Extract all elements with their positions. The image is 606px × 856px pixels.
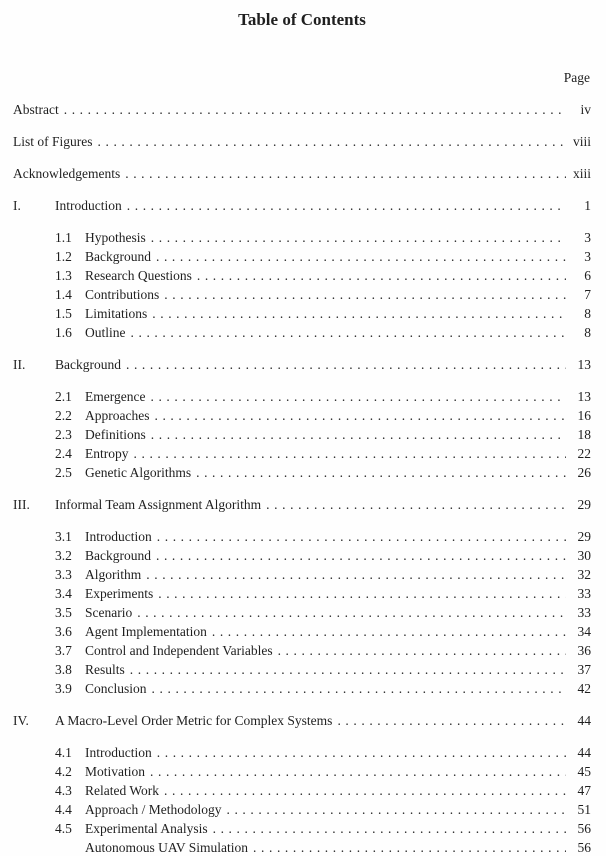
front-matter-label: Abstract <box>13 102 59 117</box>
section-entry <box>13 546 591 565</box>
chapter-entry <box>13 355 591 374</box>
section-page-number: 45 <box>577 764 591 779</box>
section-entry <box>13 323 591 342</box>
section-number: 3.9 <box>55 681 72 696</box>
section-entry <box>13 800 591 819</box>
dot-leader <box>134 444 567 463</box>
section-number: 4.5 <box>55 821 72 836</box>
dot-leader <box>150 387 566 406</box>
front-matter-page-number: iv <box>580 102 591 117</box>
section-number: 2.3 <box>55 427 72 442</box>
section-label: Entropy <box>85 446 129 461</box>
section-entry <box>13 603 591 622</box>
section-entry <box>13 565 591 584</box>
section-label: Emergence <box>85 389 146 404</box>
section-entry <box>13 247 591 266</box>
dot-leader <box>151 425 566 444</box>
dot-leader <box>152 304 566 323</box>
front-matter-page-number: viii <box>572 134 591 149</box>
section-number: 2.5 <box>55 465 72 480</box>
section-page-number: 7 <box>584 287 591 302</box>
dot-leader <box>64 100 566 119</box>
dot-leader <box>125 164 566 183</box>
section-label: Introduction <box>85 745 152 760</box>
section-number: 1.6 <box>55 325 72 340</box>
chapter-label: Introduction <box>55 198 122 213</box>
section-page-number: 37 <box>577 662 591 677</box>
dot-leader <box>157 743 566 762</box>
page-title: Table of Contents <box>238 10 366 29</box>
section-number: 1.5 <box>55 306 72 321</box>
dot-leader <box>197 266 566 285</box>
dot-leader <box>196 463 566 482</box>
section-page-number: 22 <box>577 446 591 461</box>
section-label: Genetic Algorithms <box>85 465 192 480</box>
section-number: 2.1 <box>55 389 72 404</box>
section-entry <box>13 228 591 247</box>
section-label: Experimental Analysis <box>85 821 208 836</box>
dot-leader <box>156 247 566 266</box>
section-entry <box>13 679 591 698</box>
dot-leader <box>164 285 566 304</box>
section-entry <box>13 762 591 781</box>
section-page-number: 51 <box>577 802 591 817</box>
section-entry <box>13 387 591 406</box>
section-entry <box>13 304 591 323</box>
chapter-entry <box>13 495 591 514</box>
chapter-label: Informal Team Assignment Algorithm <box>55 497 262 512</box>
dot-leader <box>137 603 566 622</box>
dot-leader <box>156 546 566 565</box>
dot-leader <box>150 762 566 781</box>
section-label: Results <box>85 662 125 677</box>
section-number: 1.4 <box>55 287 72 302</box>
dot-leader <box>131 323 567 342</box>
section-number: 3.8 <box>55 662 72 677</box>
dot-leader <box>164 781 566 800</box>
section-number: 4.3 <box>55 783 72 798</box>
section-entry <box>13 406 591 425</box>
section-page-number: 3 <box>584 249 591 264</box>
section-label: Control and Independent Variables <box>85 643 273 658</box>
section-entry <box>13 622 591 641</box>
chapter-page-number: 29 <box>577 497 591 512</box>
section-label: Limitations <box>85 306 148 321</box>
section-page-number: 29 <box>577 529 591 544</box>
section-label: Scenario <box>85 605 133 620</box>
section-page-number: 34 <box>577 624 591 639</box>
dot-leader <box>130 660 566 679</box>
section-entry <box>13 660 591 679</box>
section-number: 3.3 <box>55 567 72 582</box>
chapter-label: A Macro-Level Order Metric for Complex Systems <box>55 713 333 728</box>
section-entry <box>13 266 591 285</box>
section-page-number: 6 <box>584 268 591 283</box>
section-page-number: 30 <box>577 548 591 563</box>
section-page-number: 32 <box>577 567 591 582</box>
dot-leader <box>126 355 566 374</box>
front-matter-entry <box>13 100 591 119</box>
dot-leader <box>213 819 566 838</box>
section-page-number: 42 <box>577 681 591 696</box>
chapter-page-number: 13 <box>577 357 591 372</box>
section-label: Algorithm <box>85 567 142 582</box>
section-label: Related Work <box>85 783 160 798</box>
section-label: Contributions <box>85 287 160 302</box>
section-label: Hypothesis <box>85 230 146 245</box>
chapter-number: II. <box>13 357 26 372</box>
section-page-number: 13 <box>577 389 591 404</box>
section-label: Background <box>85 249 151 264</box>
section-number: 4.2 <box>55 764 72 779</box>
section-number: 1.2 <box>55 249 72 264</box>
chapter-entry <box>13 196 591 215</box>
section-label: Approaches <box>85 408 150 423</box>
dot-leader <box>226 800 566 819</box>
section-label: Outline <box>85 325 126 340</box>
section-label: Autonomous UAV Simulation <box>85 840 249 855</box>
toc-entries <box>13 100 591 856</box>
section-page-number: 26 <box>577 465 591 480</box>
section-page-number: 33 <box>577 586 591 601</box>
chapter-number: I. <box>13 198 21 213</box>
section-number: 4.4 <box>55 802 72 817</box>
section-entry <box>13 781 591 800</box>
section-label: Motivation <box>85 764 145 779</box>
dot-leader <box>98 132 567 151</box>
front-matter-label: List of Figures <box>13 134 93 149</box>
section-number: 4.1 <box>55 745 72 760</box>
section-entry <box>13 641 591 660</box>
section-page-number: 18 <box>577 427 591 442</box>
dot-leader <box>253 838 566 856</box>
front-matter-entry <box>13 132 591 151</box>
section-entry <box>13 444 591 463</box>
section-label: Definitions <box>85 427 146 442</box>
section-number: 3.5 <box>55 605 72 620</box>
dot-leader <box>151 228 566 247</box>
chapter-number: IV. <box>13 713 29 728</box>
section-page-number: 33 <box>577 605 591 620</box>
section-label: Background <box>85 548 151 563</box>
section-entry <box>13 819 591 838</box>
dot-leader <box>157 527 566 546</box>
section-entry <box>13 584 591 603</box>
dot-leader <box>212 622 566 641</box>
section-entry <box>13 285 591 304</box>
dot-leader <box>152 679 566 698</box>
section-label: Research Questions <box>85 268 192 283</box>
front-matter-label: Acknowledgements <box>13 166 121 181</box>
chapter-number: III. <box>13 497 30 512</box>
chapter-label: Background <box>55 357 121 372</box>
section-page-number: 56 <box>577 821 591 836</box>
section-number: 3.2 <box>55 548 72 563</box>
chapter-page-number: 1 <box>584 198 591 213</box>
section-number: 1.3 <box>55 268 72 283</box>
section-label: Introduction <box>85 529 152 544</box>
section-number: 2.2 <box>55 408 72 423</box>
section-page-number: 56 <box>577 840 591 855</box>
section-entry <box>13 838 591 856</box>
section-label: Experiments <box>85 586 154 601</box>
section-entry <box>13 425 591 444</box>
dot-leader <box>146 565 566 584</box>
section-number: 2.4 <box>55 446 72 461</box>
page-column-header: Page <box>563 70 590 85</box>
chapter-page-number: 44 <box>577 713 591 728</box>
front-matter-page-number: xiii <box>572 166 591 181</box>
section-entry <box>13 527 591 546</box>
section-page-number: 16 <box>577 408 591 423</box>
section-page-number: 44 <box>577 745 591 760</box>
front-matter-entry <box>13 164 591 183</box>
dot-leader <box>154 406 566 425</box>
dot-leader <box>158 584 566 603</box>
dot-leader <box>278 641 566 660</box>
section-label: Approach / Methodology <box>85 802 222 817</box>
section-label: Conclusion <box>85 681 147 696</box>
section-entry <box>13 743 591 762</box>
section-label: Agent Implementation <box>85 624 207 639</box>
section-page-number: 47 <box>577 783 591 798</box>
section-number: 1.1 <box>55 230 72 245</box>
section-page-number: 8 <box>584 325 591 340</box>
dot-leader <box>337 711 566 730</box>
section-page-number: 3 <box>584 230 591 245</box>
section-entry <box>13 463 591 482</box>
section-page-number: 36 <box>577 643 591 658</box>
section-number: 3.4 <box>55 586 72 601</box>
chapter-entry <box>13 711 591 730</box>
section-number: 3.1 <box>55 529 72 544</box>
section-page-number: 8 <box>584 306 591 321</box>
dot-leader <box>266 495 566 514</box>
section-number: 3.6 <box>55 624 72 639</box>
section-number: 3.7 <box>55 643 72 658</box>
dot-leader <box>127 196 566 215</box>
